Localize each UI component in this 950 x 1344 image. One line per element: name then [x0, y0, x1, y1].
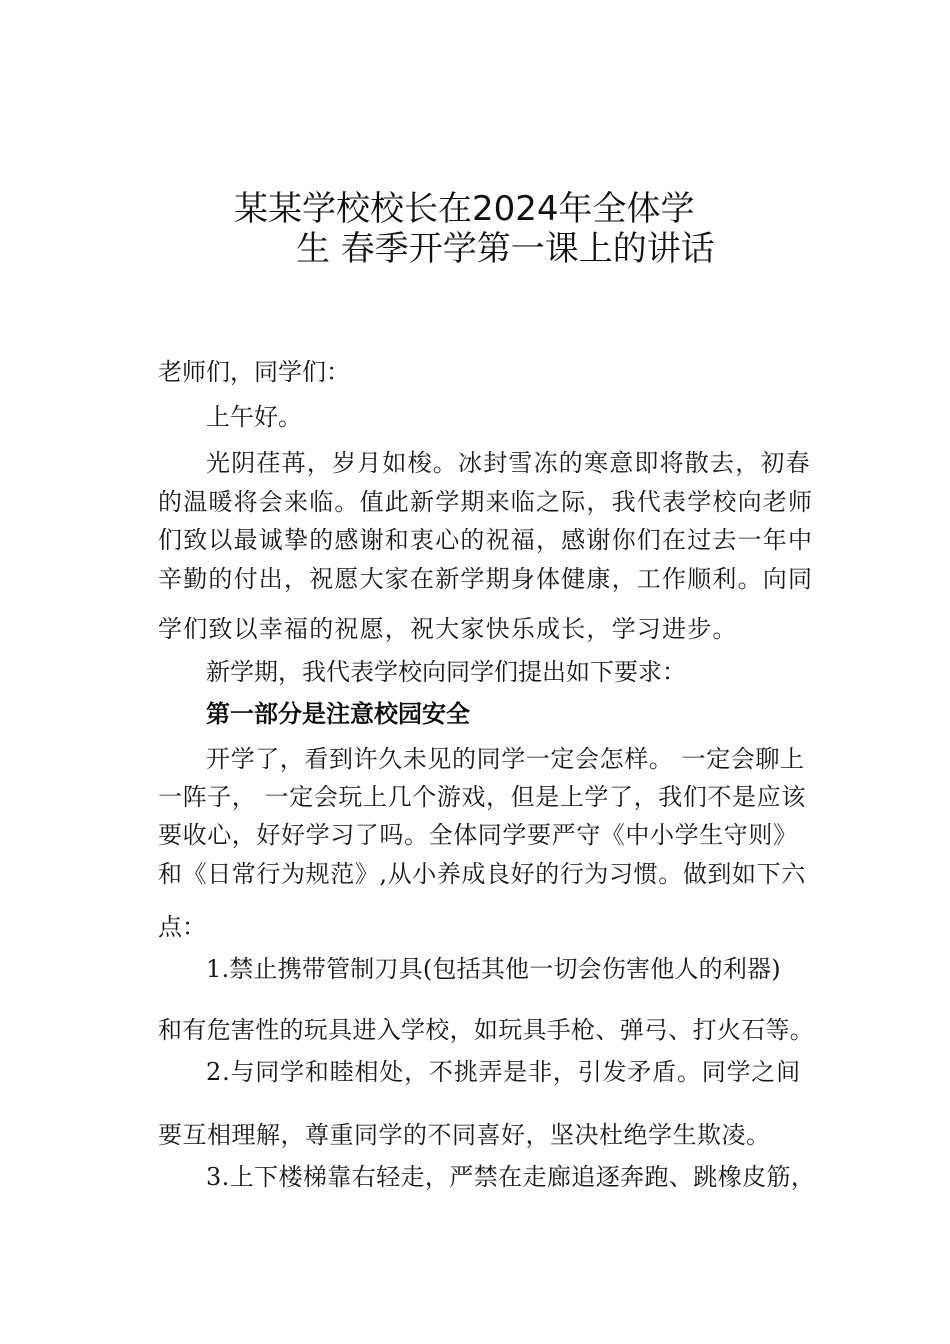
paragraph-line: 点： — [158, 913, 206, 941]
paragraph-line: 一阵子， 一定会玩上几个游戏，但是上学了，我们不是应该 — [158, 783, 806, 811]
greeting: 上午好。 — [206, 403, 302, 431]
paragraph-line: 开学了，看到许久未见的同学一定会怎样。 一定会聊上 — [206, 745, 805, 773]
list-item-line: 要互相理解，尊重同学的不同喜好，坚决杜绝学生欺凌。 — [158, 1121, 771, 1149]
list-item-line: 3.上下楼梯靠右轻走，严禁在走廊追逐奔跑、跳橡皮筋， — [206, 1163, 816, 1191]
paragraph-line: 辛勤的付出，祝愿大家在新学期身体健康，工作顺利。向同 — [158, 565, 814, 593]
paragraph-line: 和《日常行为规范》,从小养成良好的行为习惯。做到如下六 — [158, 860, 806, 888]
paragraph-line: 新学期，我代表学校向同学们提出如下要求： — [206, 658, 686, 686]
list-item-line: 2.与同学和睦相处，不挑弄是非，引发矛盾。同学之间 — [206, 1058, 801, 1086]
list-item-line: 和有危害性的玩具进入学校，如玩具手枪、弹弓、打火石等。 — [158, 1016, 815, 1044]
document-title-line-1: 某某学校校长在2024年全体学 — [234, 189, 695, 229]
paragraph-line: 要收心，好好学习了吗。全体同学要严守《中小学生守则》 — [158, 821, 798, 849]
paragraph-line: 们致以最诚挚的感谢和衷心的祝福，感谢你们在过去一年中 — [158, 526, 814, 554]
section-heading: 第一部分是注意校园安全 — [206, 700, 470, 728]
paragraph-line: 光阴荏苒，岁月如梭。冰封雪冻的寒意即将散去，初春 — [206, 449, 811, 477]
list-item-line: 1.禁止携带管制刀具(包括其他一切会伤害他人的利器) — [206, 955, 781, 983]
paragraph-line: 学们致以幸福的祝愿，祝大家快乐成长，学习进步。 — [158, 615, 738, 643]
paragraph-line: 的温暖将会来临。值此新学期来临之际，我代表学校向老师 — [158, 488, 814, 516]
document-title-line-2: 生 春季开学第一课上的讲话 — [296, 229, 715, 269]
salutation: 老师们，同学们： — [158, 358, 350, 386]
